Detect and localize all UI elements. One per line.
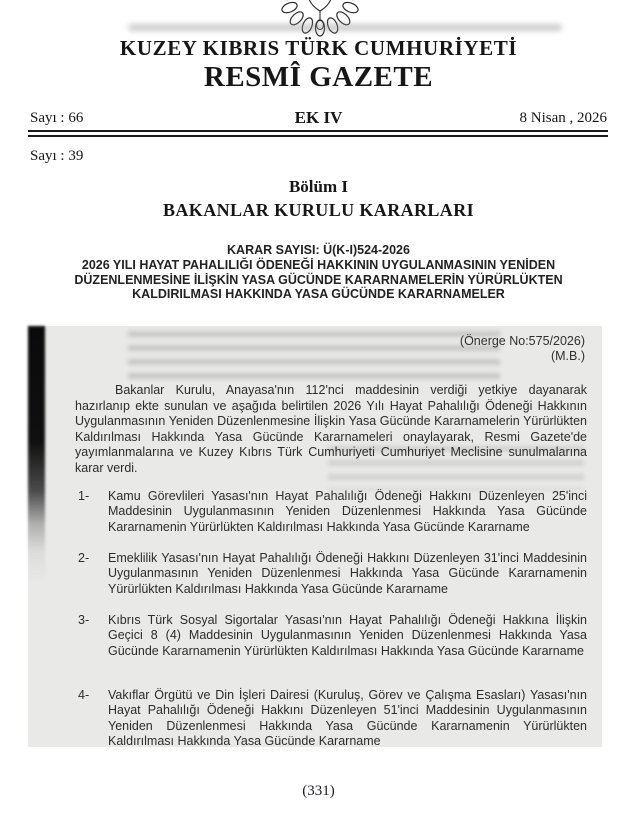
list-item-number: 2-	[78, 551, 90, 565]
scan-shadow-band	[28, 326, 45, 601]
decision-number: KARAR SAYISI: Ü(K-I)524-2026	[227, 243, 410, 257]
decision-paragraph: Bakanlar Kurulu, Anayasa'nın 112'nci maddesinin verdiği yetkiye dayanarak hazırlanıp ekte sunulan ve aşağıda belirtilen 2026 Yılı Hayat Pahalılığı Ödeneği Hakkının Uygulanmasının Yeniden Düzenlenmesine İlişkin Yasa Gücünde Kararnamelerin Yürürlükten Kaldırılması Hakkında Yasa Gücünde Kararnameleri onaylayarak, Resmi Gazete'de yayımlanmalarına ve Kuzey Kıbrıs Türk Cumhuriyeti Cumhuriyet Meclisine sunulmalarına karar verdi.	[75, 383, 587, 475]
list-item-text: Kıbrıs Türk Sosyal Sigortalar Yasası'nın Hayat Pahalılığı Ödeneği Hakkına İlişkin Geçici 8 (4) Maddesinin Uygulanmasının Yeniden Düzenlenmesi Hakkında Yasa Gücünde Kararnamenin Yürürlükten Kaldırılması Hakkında Yasa Gücünde Kararname	[108, 613, 587, 658]
proposal-number: (Önerge No:575/2026)	[459, 334, 585, 348]
list-item-text: Vakıflar Örgütü ve Din İşleri Dairesi (Kuruluş, Görev ve Çalışma Esasları) Yasası'nın Hayat Pahalılığı Ödeneği Hakkını Düzenleyen 51'inci Maddesinin Uygulanmasının Yeniden Düzenlenmesi Hakkında Yasa Gücünde Kararnamenin Yürürlükten Kaldırılması Hakkında Yasa Gücünde Kararname	[108, 688, 587, 749]
part-title: BAKANLAR KURULU KARARLARI	[162, 200, 475, 220]
scanned-decree-body	[28, 326, 602, 747]
decision-title: 2026 YILI HAYAT PAHALILIĞI ÖDENEĞİ HAKKININ UYGULANMASININ YENİDEN DÜZENLENMESİNE İLİŞKİN YASA GÜCÜNDE KARARNAMELERİN YÜRÜRLÜKTEN KALDIRILMASI HAKKINDA YASA GÜCÜNDE KARARNAMELER	[74, 258, 563, 302]
list-item-number: 1-	[78, 489, 90, 503]
country-title: KUZEY KIBRIS TÜRK CUMHURİYETİ	[119, 36, 518, 60]
ministry-abbreviation: (M.B.)	[550, 349, 585, 363]
list-item-text: Emeklilik Yasası'nın Hayat Pahalılığı Ödeneği Hakkını Düzenleyen 31'inci Maddesinin Uygulanmasının Yeniden Düzenlenmesi Hakkında Yasa Gücünde Kararnamenin Yürürlükten Kaldırılması Hakkında Yasa Gücünde Kararname	[108, 551, 587, 596]
issue-date: 8 Nisan , 2026	[519, 110, 607, 126]
list-item-number: 3-	[78, 613, 90, 627]
gazette-title: RESMÎ GAZETE	[203, 61, 434, 93]
issue-number-2: Sayı : 39	[30, 148, 84, 164]
bleedthrough-text-artifact	[128, 331, 500, 383]
supplement-label: EK IV	[294, 108, 343, 127]
masthead-divider	[28, 130, 608, 137]
masthead-meta-row	[30, 108, 607, 128]
list-item-number: 4-	[78, 688, 90, 702]
page-number: (331)	[302, 783, 335, 799]
list-item	[78, 489, 587, 535]
part-label: Bölüm I	[288, 177, 349, 196]
reference-block	[460, 334, 585, 364]
list-item	[78, 688, 587, 750]
list-item-text: Kamu Görevlileri Yasası'nın Hayat Pahalılığı Ödeneği Hakkını Düzenleyen 25'inci Maddesinin Uygulanmasının Yeniden Düzenlenmesi Hakkında Yasa Gücünde Kararnamenin Yürürlükten Kaldırılması Hakkında Yasa Gücünde Kararname	[108, 489, 587, 534]
list-item	[78, 613, 587, 659]
list-item	[78, 551, 587, 597]
issue-number: Sayı : 66	[30, 110, 84, 126]
scan-smudge-artifact	[128, 24, 562, 31]
